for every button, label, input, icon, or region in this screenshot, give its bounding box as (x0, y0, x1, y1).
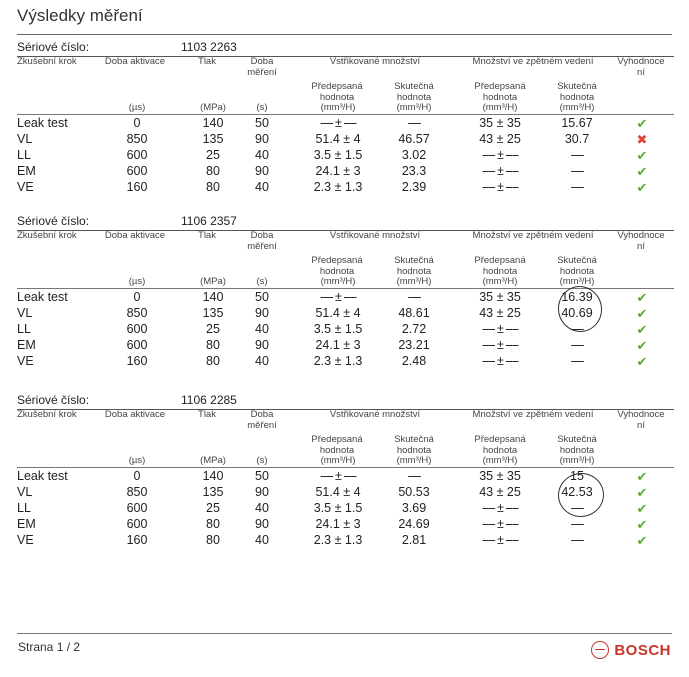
header-activation: Doba aktivace (104, 230, 166, 241)
cell-ret-actual: ---- (570, 164, 584, 178)
cell-pressure: 80 (206, 180, 220, 194)
check-icon: ✔ (636, 164, 648, 179)
cell-inj-target: ---- ± ---- (319, 469, 357, 483)
cell-ret-target: ---- ± ---- (481, 148, 519, 162)
cell-ret-actual: 15 (570, 469, 584, 483)
cell-activation: 0 (133, 116, 141, 130)
cell-ret-actual: 30.7 (564, 132, 590, 146)
cell-duration: 50 (255, 469, 269, 483)
header-evaluation: Vyhodnoce ní (617, 230, 665, 252)
measurement-block-1 (17, 40, 674, 198)
cell-pressure: 135 (202, 132, 224, 146)
header-duration: Doba měření (247, 56, 277, 78)
cell-duration: 90 (255, 164, 269, 178)
cell-inj-actual: 2.72 (401, 322, 427, 336)
header-return-target: Předepsaná hodnota (474, 255, 526, 277)
table-row (17, 116, 674, 132)
cell-pressure: 80 (206, 517, 220, 531)
cell-duration: 90 (255, 338, 269, 352)
cell-inj-target: 51.4 ± 4 (315, 306, 361, 320)
cell-duration: 40 (255, 533, 269, 547)
cell-pressure: 80 (206, 354, 220, 368)
cell-duration: 50 (255, 290, 269, 304)
cell-step: Leak test (17, 469, 68, 483)
serial-label: Sériové číslo: (17, 40, 90, 54)
cell-inj-target: 51.4 ± 4 (315, 485, 361, 499)
check-icon: ✔ (636, 469, 648, 484)
header-injected-actual: Skutečná hodnota (394, 81, 434, 103)
cell-ret-target: ---- ± ---- (481, 517, 519, 531)
cell-step: LL (17, 501, 31, 515)
header-injected: Vstřikované množství (329, 230, 421, 241)
cell-activation: 600 (126, 517, 148, 531)
unit-pressure: (MPa) (200, 455, 226, 466)
cell-ret-target: 43 ± 25 (479, 306, 521, 320)
header-pressure: Tlak (198, 409, 216, 420)
cell-ret-target: 43 ± 25 (479, 485, 521, 499)
cell-pressure: 80 (206, 164, 220, 178)
header-divider (17, 467, 674, 468)
cell-duration: 40 (255, 148, 269, 162)
unit-injected-actual: (mm³/H) (396, 276, 432, 287)
cell-step: EM (17, 517, 36, 531)
header-return: Množství ve zpětném vedení (472, 230, 594, 241)
page-title: Výsledky měření (17, 6, 143, 25)
header-return-actual: Skutečná hodnota (557, 434, 597, 456)
cell-ret-actual: ---- (570, 322, 584, 336)
header-injected-actual: Skutečná hodnota (394, 255, 434, 277)
table-row (17, 132, 674, 148)
cell-inj-target: 2.3 ± 1.3 (313, 180, 363, 194)
serial-row (17, 40, 674, 57)
cell-ret-target: 35 ± 35 (479, 469, 521, 483)
cell-inj-target: 51.4 ± 4 (315, 132, 361, 146)
cell-inj-actual: 2.81 (401, 533, 427, 547)
header-step: Zkušební krok (17, 56, 77, 67)
footer-divider (17, 633, 672, 634)
header-injected-target: Předepsaná hodnota (311, 255, 363, 277)
header-return-actual: Skutečná hodnota (557, 81, 597, 103)
cell-pressure: 25 (206, 322, 220, 336)
title-divider (17, 34, 672, 35)
cross-icon: ✖ (636, 132, 648, 147)
cell-inj-actual: 23.21 (398, 338, 430, 352)
header-injected: Vstřikované množství (329, 409, 421, 420)
cell-ret-target: 35 ± 35 (479, 290, 521, 304)
cell-ret-actual: 42.53 (561, 485, 593, 499)
check-icon: ✔ (636, 116, 648, 131)
cell-activation: 850 (126, 485, 148, 499)
cell-step: VL (17, 132, 33, 146)
table-row (17, 164, 674, 180)
cell-ret-target: ---- ± ---- (481, 164, 519, 178)
table-row (17, 290, 674, 306)
cell-ret-target: ---- ± ---- (481, 322, 519, 336)
serial-number: 1106 2285 (181, 393, 237, 407)
cell-duration: 50 (255, 116, 269, 130)
cell-ret-actual: 40.69 (561, 306, 593, 320)
cell-ret-target: ---- ± ---- (481, 533, 519, 547)
cell-step: VE (17, 354, 34, 368)
cell-ret-actual: ---- (570, 533, 584, 547)
header-evaluation: Vyhodnoce ní (617, 409, 665, 431)
header-duration: Doba měření (247, 409, 277, 431)
unit-pressure: (MPa) (200, 276, 226, 287)
cell-step: VE (17, 180, 34, 194)
cell-inj-actual: ---- (407, 469, 421, 483)
header-duration: Doba měření (247, 230, 277, 252)
check-icon: ✔ (636, 533, 648, 548)
cell-step: EM (17, 338, 36, 352)
cell-duration: 90 (255, 485, 269, 499)
unit-activation: (µs) (128, 276, 146, 287)
serial-label: Sériové číslo: (17, 393, 90, 407)
cell-inj-actual: 3.02 (401, 148, 427, 162)
cell-ret-actual: ---- (570, 517, 584, 531)
serial-number: 1106 2357 (181, 214, 237, 228)
table-row (17, 306, 674, 322)
cell-duration: 40 (255, 354, 269, 368)
brand-logo (591, 641, 671, 659)
cell-activation: 600 (126, 322, 148, 336)
unit-return-target: (mm³/H) (482, 102, 518, 113)
header-step: Zkušební krok (17, 230, 77, 241)
cell-inj-target: 24.1 ± 3 (315, 517, 361, 531)
header-injected-target: Předepsaná hodnota (311, 81, 363, 103)
cell-step: Leak test (17, 116, 68, 130)
cell-duration: 40 (255, 180, 269, 194)
unit-activation: (µs) (128, 102, 146, 113)
check-icon: ✔ (636, 485, 648, 500)
cell-inj-actual: 24.69 (398, 517, 430, 531)
cell-activation: 600 (126, 338, 148, 352)
unit-duration: (s) (256, 102, 268, 113)
cell-ret-actual: ---- (570, 501, 584, 515)
table-row (17, 148, 674, 164)
cell-activation: 160 (126, 354, 148, 368)
cell-inj-target: 24.1 ± 3 (315, 164, 361, 178)
measurement-block-2 (17, 214, 674, 372)
unit-injected-actual: (mm³/H) (396, 455, 432, 466)
cell-inj-actual: 48.61 (398, 306, 430, 320)
cell-step: VL (17, 306, 33, 320)
cell-inj-actual: 46.57 (398, 132, 430, 146)
cell-activation: 160 (126, 180, 148, 194)
cell-ret-target: ---- ± ---- (481, 338, 519, 352)
cell-pressure: 135 (202, 485, 224, 499)
header-activation: Doba aktivace (104, 409, 166, 420)
cell-ret-actual: 16.39 (561, 290, 593, 304)
cell-ret-target: 43 ± 25 (479, 132, 521, 146)
header-injected-target: Předepsaná hodnota (311, 434, 363, 456)
cell-inj-target: 2.3 ± 1.3 (313, 354, 363, 368)
unit-injected-actual: (mm³/H) (396, 102, 432, 113)
unit-duration: (s) (256, 276, 268, 287)
check-icon: ✔ (636, 306, 648, 321)
check-icon: ✔ (636, 148, 648, 163)
cell-inj-actual: 3.69 (401, 501, 427, 515)
cell-step: LL (17, 322, 31, 336)
check-icon: ✔ (636, 354, 648, 369)
cell-ret-actual: ---- (570, 338, 584, 352)
check-icon: ✔ (636, 338, 648, 353)
unit-return-actual: (mm³/H) (559, 276, 595, 287)
check-icon: ✔ (636, 180, 648, 195)
check-icon: ✔ (636, 322, 648, 337)
cell-inj-actual: ---- (407, 116, 421, 130)
bosch-armature-icon (591, 641, 609, 659)
unit-duration: (s) (256, 455, 268, 466)
cell-inj-actual: 23.3 (401, 164, 427, 178)
serial-label: Sériové číslo: (17, 214, 90, 228)
table-row (17, 354, 674, 370)
cell-ret-actual: 15.67 (561, 116, 593, 130)
cell-duration: 90 (255, 132, 269, 146)
cell-activation: 0 (133, 469, 141, 483)
table-row (17, 533, 674, 549)
page-number: Strana 1 / 2 (18, 640, 81, 654)
table-row (17, 485, 674, 501)
cell-pressure: 25 (206, 148, 220, 162)
cell-ret-actual: ---- (570, 354, 584, 368)
unit-return-target: (mm³/H) (482, 455, 518, 466)
cell-ret-actual: ---- (570, 148, 584, 162)
cell-inj-target: 3.5 ± 1.5 (313, 501, 363, 515)
check-icon: ✔ (636, 517, 648, 532)
cell-pressure: 25 (206, 501, 220, 515)
cell-pressure: 140 (202, 469, 224, 483)
table-row (17, 501, 674, 517)
cell-ret-actual: ---- (570, 180, 584, 194)
brand-name: BOSCH (614, 641, 671, 659)
table-row (17, 517, 674, 533)
unit-activation: (µs) (128, 455, 146, 466)
header-activation: Doba aktivace (104, 56, 166, 67)
cell-inj-target: 2.3 ± 1.3 (313, 533, 363, 547)
serial-number: 1103 2263 (181, 40, 237, 54)
serial-row (17, 393, 674, 410)
unit-injected-target: (mm³/H) (320, 102, 356, 113)
cell-duration: 40 (255, 322, 269, 336)
cell-activation: 850 (126, 132, 148, 146)
header-return-target: Předepsaná hodnota (474, 81, 526, 103)
unit-pressure: (MPa) (200, 102, 226, 113)
cell-inj-actual: 2.48 (401, 354, 427, 368)
cell-step: Leak test (17, 290, 68, 304)
header-return: Množství ve zpětném vedení (472, 409, 594, 420)
check-icon: ✔ (636, 290, 648, 305)
unit-injected-target: (mm³/H) (320, 276, 356, 287)
cell-inj-target: ---- ± ---- (319, 290, 357, 304)
table-row (17, 180, 674, 196)
cell-ret-target: ---- ± ---- (481, 354, 519, 368)
header-return-target: Předepsaná hodnota (474, 434, 526, 456)
header-divider (17, 114, 674, 115)
unit-return-target: (mm³/H) (482, 276, 518, 287)
cell-ret-target: 35 ± 35 (479, 116, 521, 130)
cell-inj-actual: ---- (407, 290, 421, 304)
header-injected: Vstřikované množství (329, 56, 421, 67)
table-row (17, 322, 674, 338)
check-icon: ✔ (636, 501, 648, 516)
cell-inj-target: 3.5 ± 1.5 (313, 322, 363, 336)
cell-inj-target: 3.5 ± 1.5 (313, 148, 363, 162)
cell-ret-target: ---- ± ---- (481, 180, 519, 194)
cell-activation: 600 (126, 164, 148, 178)
cell-activation: 600 (126, 148, 148, 162)
cell-step: LL (17, 148, 31, 162)
cell-activation: 0 (133, 290, 141, 304)
cell-activation: 850 (126, 306, 148, 320)
cell-pressure: 80 (206, 338, 220, 352)
unit-return-actual: (mm³/H) (559, 455, 595, 466)
cell-duration: 40 (255, 501, 269, 515)
cell-pressure: 80 (206, 533, 220, 547)
cell-pressure: 135 (202, 306, 224, 320)
header-step: Zkušební krok (17, 409, 77, 420)
serial-row (17, 214, 674, 231)
unit-return-actual: (mm³/H) (559, 102, 595, 113)
header-pressure: Tlak (198, 230, 216, 241)
header-return: Množství ve zpětném vedení (472, 56, 594, 67)
cell-inj-target: 24.1 ± 3 (315, 338, 361, 352)
cell-step: VL (17, 485, 33, 499)
header-evaluation: Vyhodnoce ní (617, 56, 665, 78)
cell-pressure: 140 (202, 290, 224, 304)
cell-inj-actual: 2.39 (401, 180, 427, 194)
unit-injected-target: (mm³/H) (320, 455, 356, 466)
measurement-block-3 (17, 393, 674, 551)
cell-duration: 90 (255, 306, 269, 320)
cell-ret-target: ---- ± ---- (481, 501, 519, 515)
cell-activation: 160 (126, 533, 148, 547)
cell-inj-target: ---- ± ---- (319, 116, 357, 130)
header-pressure: Tlak (198, 56, 216, 67)
header-return-actual: Skutečná hodnota (557, 255, 597, 277)
cell-duration: 90 (255, 517, 269, 531)
table-row (17, 469, 674, 485)
cell-step: EM (17, 164, 36, 178)
cell-step: VE (17, 533, 34, 547)
cell-pressure: 140 (202, 116, 224, 130)
table-row (17, 338, 674, 354)
header-injected-actual: Skutečná hodnota (394, 434, 434, 456)
cell-inj-actual: 50.53 (398, 485, 430, 499)
cell-activation: 600 (126, 501, 148, 515)
